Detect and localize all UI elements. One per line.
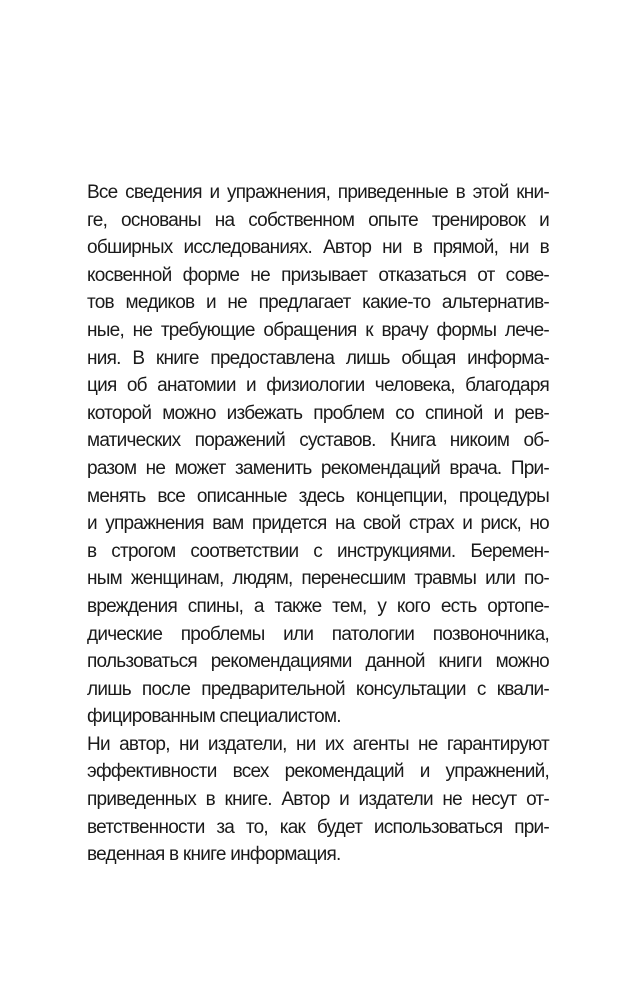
text-line: Ни автор, ни издатели, ни их агенты не гарантируют xyxy=(87,733,549,755)
text-line: эффективности всех рекомендаций и упражнений, xyxy=(87,761,549,783)
text-line: которой можно избежать проблем со спиной и рев- xyxy=(87,402,549,424)
text-line: менять все описанные здесь концепции, процедуры xyxy=(87,485,549,507)
text-line: ция об анатомии и физиологии человека, благодаря xyxy=(87,375,549,397)
text-line: тов медиков и не предлагает какие-то альтернатив- xyxy=(87,292,549,314)
text-line: ге, основаны на собственном опыте тренировок и xyxy=(87,209,549,231)
text-line: пользоваться рекомендациями данной книги можно xyxy=(87,651,549,673)
text-line: в строгом соответствии с инструкциями. Беремен- xyxy=(87,540,549,562)
disclaimer-text xyxy=(87,179,549,869)
text-line: косвенной форме не призывает отказаться от сове- xyxy=(87,264,549,286)
text-line: вреждения спины, а также тем, у кого есть ортопе- xyxy=(87,595,549,617)
text-line: дические проблемы или патологии позвоночника, xyxy=(87,623,549,645)
text-line: ветственности за то, как будет использоваться при- xyxy=(87,816,549,838)
text-line: ния. В книге предоставлена лишь общая информа- xyxy=(87,347,549,369)
text-line: веденная в книге информация. xyxy=(87,844,341,866)
text-line: матических поражений суставов. Книга никоим об- xyxy=(87,430,549,452)
text-line: лишь после предварительной консультации с квали- xyxy=(87,678,549,700)
text-line: ные, не требующие обращения к врачу формы лече- xyxy=(87,319,549,341)
text-line: разом не может заменить рекомендаций врача. При- xyxy=(87,457,549,479)
text-line: фицированным специалистом. xyxy=(87,706,341,728)
text-line: и упражнения вам придется на свой страх и риск, но xyxy=(87,513,549,535)
text-line: обширных исследованиях. Автор ни в прямой, ни в xyxy=(87,237,549,259)
text-line: приведенных в книге. Автор и издатели не несут от- xyxy=(87,789,549,811)
text-line: Все сведения и упражнения, приведенные в этой кни- xyxy=(87,182,549,203)
text-line: ным женщинам, людям, перенесшим травмы или по- xyxy=(87,568,549,590)
